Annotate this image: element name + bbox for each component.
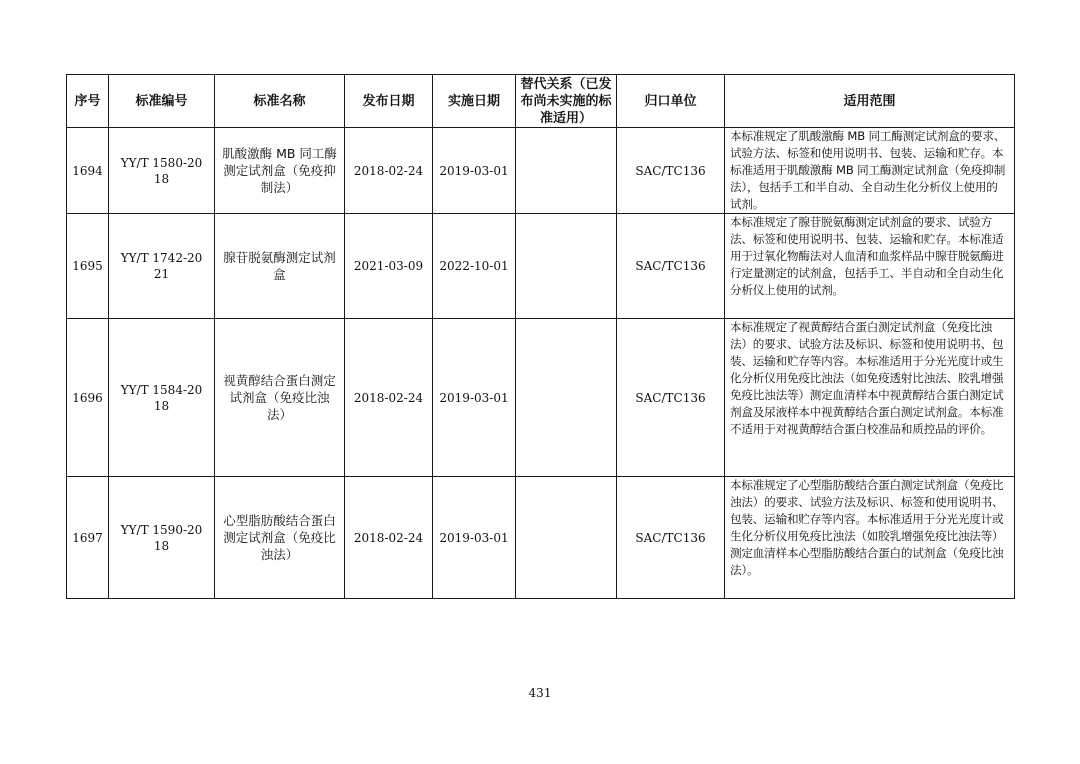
cell-implement-date: 2019-03-01 <box>433 477 516 599</box>
cell-scope: 本标准规定了视黄醇结合蛋白测定试剂盒（免疫比浊法）的要求、试验方法及标识、标签和使用说明书、包装、运输和贮存等内容。本标准适用于分光光度计或生化分析仪用免疫比浊法（如免疫透射比浊法、胶乳增强免疫比浊法等）测定血清样本中视黄醇结合蛋白测定试剂盒及尿液样本中视黄醇结合蛋白测定试剂盒。本标准不适用于对视黄醇结合蛋白校准品和质控品的评价。 <box>725 319 1015 477</box>
cell-replacement <box>516 319 617 477</box>
cell-implement-date: 2022-10-01 <box>433 214 516 319</box>
cell-department: SAC/TC136 <box>617 128 725 214</box>
header-implement-date: 实施日期 <box>433 75 516 128</box>
table-row <box>67 477 1015 599</box>
cell-seq: 1695 <box>67 214 109 319</box>
cell-publish-date: 2018-02-24 <box>345 477 433 599</box>
table-row <box>67 128 1015 214</box>
cell-scope: 本标准规定了心型脂肪酸结合蛋白测定试剂盒（免疫比浊法）的要求、试验方法及标识、标签和使用说明书、包装、运输和贮存等内容。本标准适用于分光光度计或生化分析仪用免疫比浊法（如胶乳增强免疫比浊法等）测定血清样本心型脂肪酸结合蛋白的试剂盒（免疫比浊法）。 <box>725 477 1015 599</box>
cell-standard-name: 心型脂肪酸结合蛋白测定试剂盒（免疫比浊法） <box>215 477 345 599</box>
header-standard-number: 标准编号 <box>109 75 215 128</box>
cell-seq: 1696 <box>67 319 109 477</box>
cell-standard-name: 肌酸激酶 MB 同工酶测定试剂盒（免疫抑制法） <box>215 128 345 214</box>
cell-publish-date: 2021-03-09 <box>345 214 433 319</box>
header-seq: 序号 <box>67 75 109 128</box>
table-row <box>67 319 1015 477</box>
cell-standard-number: YY/T 1590-2018 <box>109 477 215 599</box>
cell-replacement <box>516 128 617 214</box>
cell-department: SAC/TC136 <box>617 477 725 599</box>
cell-publish-date: 2018-02-24 <box>345 128 433 214</box>
cell-implement-date: 2019-03-01 <box>433 319 516 477</box>
cell-publish-date: 2018-02-24 <box>345 319 433 477</box>
cell-standard-number: YY/T 1584-2018 <box>109 319 215 477</box>
cell-replacement <box>516 214 617 319</box>
header-row <box>67 75 1015 128</box>
header-department: 归口单位 <box>617 75 725 128</box>
cell-department: SAC/TC136 <box>617 319 725 477</box>
cell-replacement <box>516 477 617 599</box>
cell-standard-name: 腺苷脱氨酶测定试剂盒 <box>215 214 345 319</box>
header-standard-name: 标准名称 <box>215 75 345 128</box>
cell-standard-name: 视黄醇结合蛋白测定试剂盒（免疫比浊法） <box>215 319 345 477</box>
header-replacement: 替代关系（已发布尚未实施的标准适用） <box>516 75 617 128</box>
cell-standard-number: YY/T 1580-2018 <box>109 128 215 214</box>
cell-department: SAC/TC136 <box>617 214 725 319</box>
cell-standard-number: YY/T 1742-2021 <box>109 214 215 319</box>
cell-seq: 1697 <box>67 477 109 599</box>
cell-scope: 本标准规定了肌酸激酶 MB 同工酶测定试剂盒的要求、试验方法、标签和使用说明书、包装、运输和贮存。本标准适用于肌酸激酶 MB 同工酶测定试剂盒（免疫抑制法），包括手工和半自动、全自动生化分析仪上使用的试剂。 <box>725 128 1015 214</box>
cell-scope: 本标准规定了腺苷脱氨酶测定试剂盒的要求、试验方法、标签和使用说明书、包装、运输和贮存。本标准适用于过氧化物酶法对人血清和血浆样品中腺苷脱氨酶进行定量测定的试剂盒，包括手工、半自动和全自动生化分析仪上使用的试剂。 <box>725 214 1015 319</box>
header-scope: 适用范围 <box>725 75 1015 128</box>
header-publish-date: 发布日期 <box>345 75 433 128</box>
cell-seq: 1694 <box>67 128 109 214</box>
table-row <box>67 214 1015 319</box>
standards-table <box>66 74 1015 599</box>
page-number: 431 <box>528 686 552 700</box>
cell-implement-date: 2019-03-01 <box>433 128 516 214</box>
